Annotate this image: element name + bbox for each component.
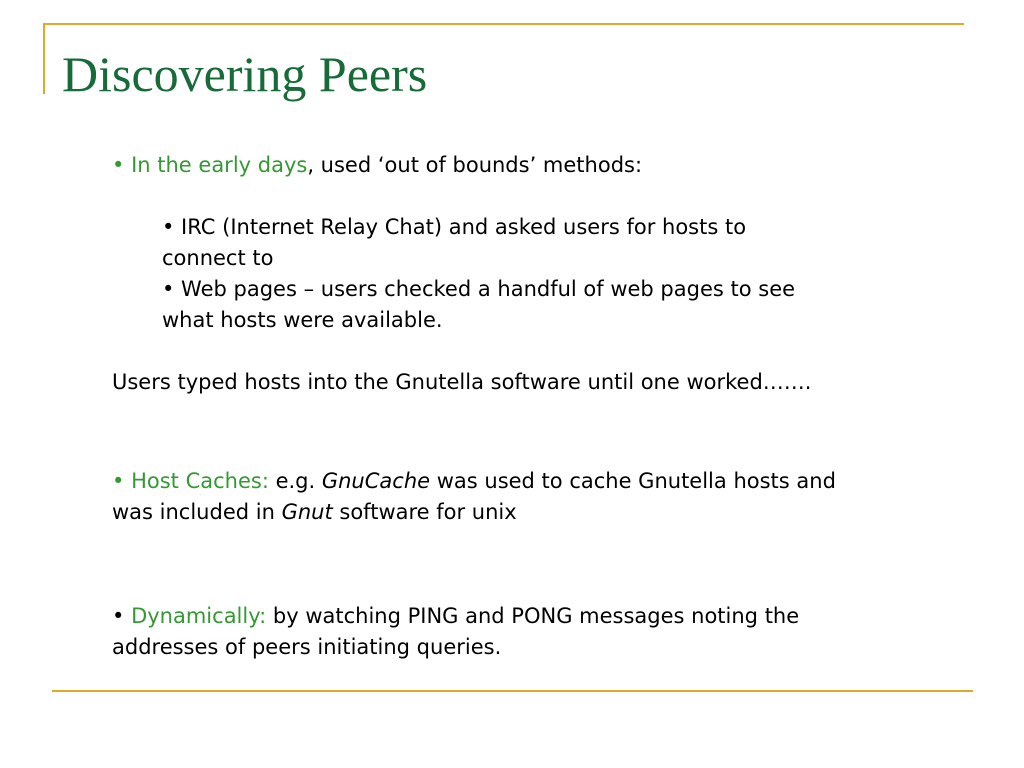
host-caches-line2-end: software for unix xyxy=(332,500,517,524)
top-rule xyxy=(43,23,964,25)
bottom-rule xyxy=(52,690,973,692)
bullet-early-days xyxy=(112,150,642,181)
host-caches-text: was used to cache Gnutella hosts and xyxy=(430,469,836,493)
host-caches-label: Host Caches: xyxy=(131,469,269,493)
sub-bullet-web-line2: what hosts were available. xyxy=(162,308,443,332)
gnucache-name: GnuCache xyxy=(321,469,431,493)
early-days-text: , used ‘out of bounds’ methods: xyxy=(307,153,643,177)
gnut-name: Gnut xyxy=(281,500,333,524)
host-caches-eg: e.g. xyxy=(268,469,322,493)
bullet-host-caches-line2 xyxy=(112,497,517,528)
bullet-marker: • xyxy=(112,604,125,628)
bullet-dynamically-line2: addresses of peers initiating queries. xyxy=(112,635,502,659)
sub-bullet-web-line1: • Web pages – users checked a handful of web pages to see xyxy=(162,277,796,301)
users-typed-text: Users typed hosts into the Gnutella software until one worked……. xyxy=(112,370,812,394)
dynamically-text: by watching PING and PONG messages noting the xyxy=(266,604,800,628)
bullet-host-caches-line1 xyxy=(112,466,836,497)
left-rule xyxy=(43,23,45,94)
bullet-marker: • xyxy=(112,153,125,177)
dynamically-label: Dynamically: xyxy=(131,604,267,628)
bullet-marker: • xyxy=(112,469,125,493)
sub-bullet-irc-line1: • IRC (Internet Relay Chat) and asked users for hosts to xyxy=(162,215,747,239)
host-caches-line2-start: was included in xyxy=(112,500,282,524)
sub-bullet-irc-line2: connect to xyxy=(162,246,274,270)
bullet-dynamically-line1 xyxy=(112,601,799,632)
slide-title: Discovering Peers xyxy=(62,46,428,102)
early-days-label: In the early days xyxy=(131,153,308,177)
